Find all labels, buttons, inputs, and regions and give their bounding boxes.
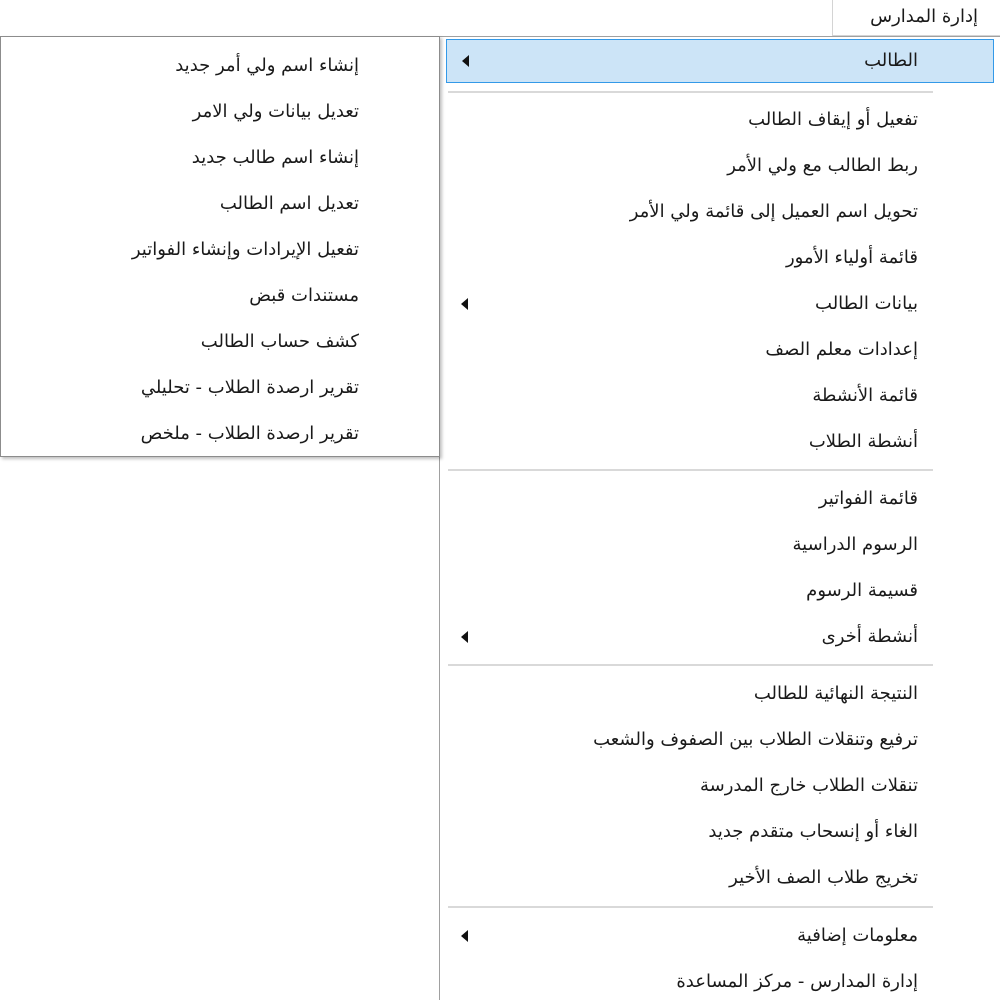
menu-item-label: بيانات الطالب bbox=[815, 293, 918, 314]
menu-item-label: تفعيل أو إيقاف الطالب bbox=[748, 109, 918, 130]
menu-item-link-student-guardian[interactable] bbox=[446, 144, 994, 188]
menu-item-activities-list[interactable] bbox=[446, 374, 994, 418]
submenu-item-label: إنشاء اسم طالب جديد bbox=[191, 147, 359, 168]
menu-item-other-activities[interactable] bbox=[446, 615, 994, 659]
submenu-arrow-icon bbox=[461, 930, 468, 942]
submenu-item-balances-report-detailed[interactable] bbox=[5, 366, 435, 410]
submenu-item-receipt-documents[interactable] bbox=[5, 274, 435, 318]
menu-item-cancel-withdraw-applicant[interactable] bbox=[446, 810, 994, 854]
submenu-item-student-statement[interactable] bbox=[5, 320, 435, 364]
menu-item-label: تحويل اسم العميل إلى قائمة ولي الأمر bbox=[629, 201, 918, 222]
menu-item-additional-info[interactable] bbox=[446, 914, 994, 958]
menu-item-label: أنشطة الطلاب bbox=[808, 431, 918, 452]
menu-separator bbox=[448, 469, 933, 471]
submenu-item-label: كشف حساب الطالب bbox=[200, 331, 359, 352]
menu-item-student-activities[interactable] bbox=[446, 420, 994, 464]
menu-item-transfers-outside-school[interactable] bbox=[446, 764, 994, 808]
menu-item-label: أنشطة أخرى bbox=[821, 626, 918, 647]
menu-item-label: الغاء أو إنسحاب متقدم جديد bbox=[708, 821, 918, 842]
menubar-title: إدارة المدارس bbox=[870, 6, 978, 27]
menu-item-label: تنقلات الطلاب خارج المدرسة bbox=[699, 775, 918, 796]
submenu-arrow-icon bbox=[461, 631, 468, 643]
menu-item-activate-deactivate-student[interactable] bbox=[446, 98, 994, 142]
menu-item-class-teacher-settings[interactable] bbox=[446, 328, 994, 372]
menu-item-label: الطالب bbox=[864, 50, 918, 71]
menu-item-label: تخريج طلاب الصف الأخير bbox=[729, 867, 918, 888]
menu-item-label: إعدادات معلم الصف bbox=[765, 339, 918, 360]
submenu-item-label: تفعيل الإيرادات وإنشاء الفواتير bbox=[131, 239, 359, 260]
main-menu bbox=[439, 36, 1000, 1000]
submenu-item-activate-revenues-invoices[interactable] bbox=[5, 228, 435, 272]
submenu-item-edit-guardian[interactable] bbox=[5, 90, 435, 134]
student-submenu bbox=[0, 36, 440, 457]
menu-separator bbox=[448, 664, 933, 666]
menu-item-label: النتيجة النهائية للطالب bbox=[753, 683, 918, 704]
menu-item-label: الرسوم الدراسية bbox=[792, 534, 918, 555]
menu-item-student-data[interactable] bbox=[446, 282, 994, 326]
menubar-tab-school-management[interactable] bbox=[832, 0, 1000, 36]
submenu-item-create-guardian[interactable] bbox=[5, 44, 435, 88]
menu-item-label: قائمة أولياء الأمور bbox=[785, 247, 918, 268]
menu-item-label: ربط الطالب مع ولي الأمر bbox=[727, 155, 918, 176]
menu-item-convert-customer-to-guardian[interactable] bbox=[446, 190, 994, 234]
submenu-item-label: تقرير ارصدة الطلاب - تحليلي bbox=[140, 377, 359, 398]
submenu-item-balances-report-summary[interactable] bbox=[5, 412, 435, 456]
menu-item-help-center[interactable] bbox=[446, 960, 994, 1004]
submenu-item-edit-student[interactable] bbox=[5, 182, 435, 226]
submenu-item-label: تعديل بيانات ولي الامر bbox=[192, 101, 359, 122]
submenu-item-create-student[interactable] bbox=[5, 136, 435, 180]
menu-item-student[interactable] bbox=[446, 39, 994, 83]
menu-item-label: إدارة المدارس - مركز المساعدة bbox=[676, 971, 918, 992]
submenu-arrow-icon bbox=[461, 298, 468, 310]
menu-item-label: معلومات إضافية bbox=[797, 925, 918, 946]
menu-item-fees-voucher[interactable] bbox=[446, 569, 994, 613]
submenu-item-label: مستندات قبض bbox=[249, 285, 359, 306]
menu-item-invoices-list[interactable] bbox=[446, 477, 994, 521]
menu-separator bbox=[448, 91, 933, 93]
menu-item-tuition-fees[interactable] bbox=[446, 523, 994, 567]
menu-item-graduate-final-class[interactable] bbox=[446, 856, 994, 900]
menu-item-label: قائمة الفواتير bbox=[818, 488, 918, 509]
menu-item-guardians-list[interactable] bbox=[446, 236, 994, 280]
submenu-item-label: تقرير ارصدة الطلاب - ملخص bbox=[140, 423, 359, 444]
menu-item-student-final-result[interactable] bbox=[446, 672, 994, 716]
menu-item-label: قسيمة الرسوم bbox=[806, 580, 918, 601]
submenu-item-label: تعديل اسم الطالب bbox=[219, 193, 359, 214]
submenu-item-label: إنشاء اسم ولي أمر جديد bbox=[175, 55, 359, 76]
menu-item-promote-transfer-students[interactable] bbox=[446, 718, 994, 762]
submenu-arrow-icon bbox=[462, 55, 469, 67]
menu-item-label: قائمة الأنشطة bbox=[812, 385, 918, 406]
menu-item-label: ترفيع وتنقلات الطلاب بين الصفوف والشعب bbox=[593, 729, 918, 750]
menu-separator bbox=[448, 906, 933, 908]
